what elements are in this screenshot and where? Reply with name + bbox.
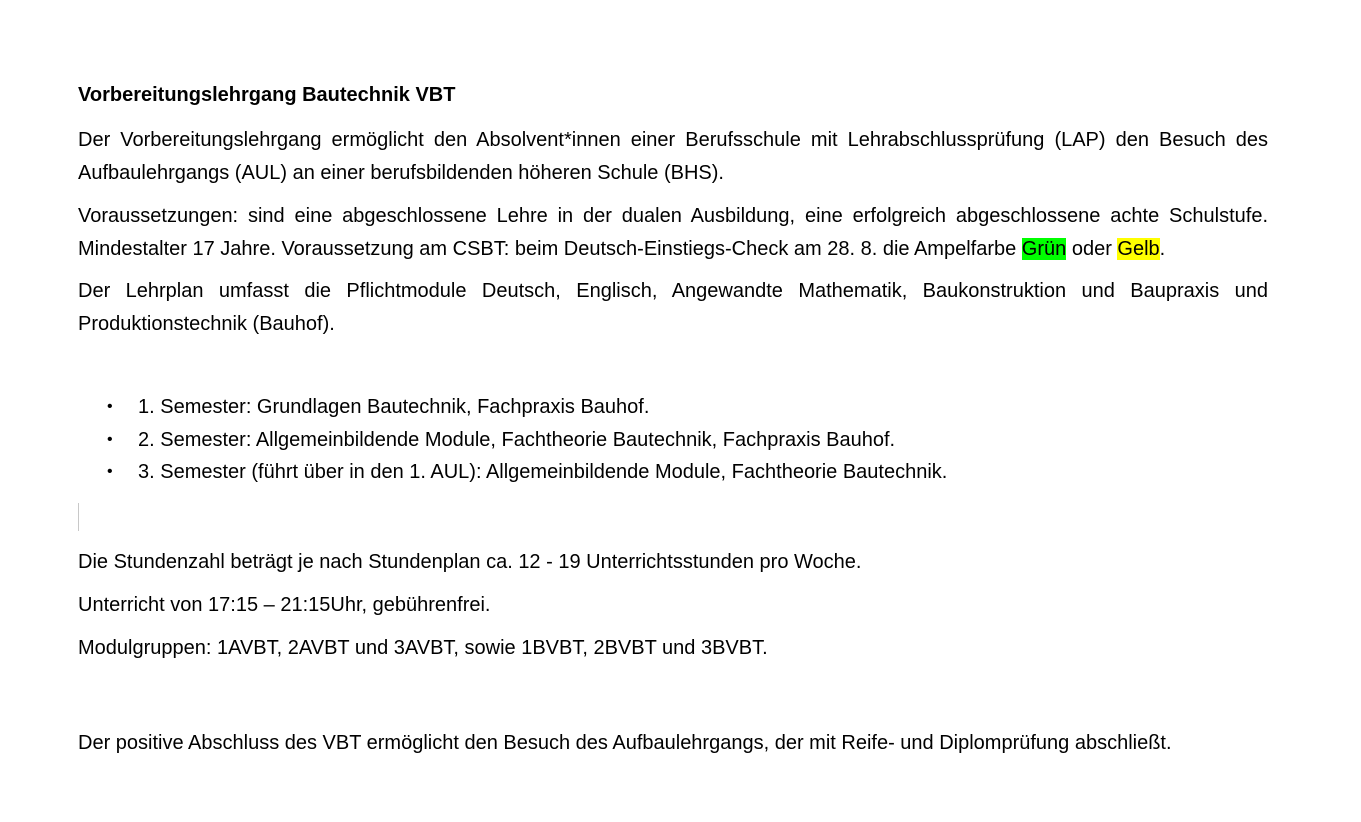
hours-paragraph: Die Stundenzahl beträgt je nach Stundenplan ca. 12 - 19 Unterrichtsstunden pro Woche. [78,550,862,573]
text-cursor[interactable] [78,503,79,531]
conclusion-paragraph: Der positive Abschluss des VBT ermöglicht den Besuch des Aufbaulehrgangs, der mit Reife- und Diplomprüfung abschließt. [78,731,1172,754]
semester-text: 1. Semester: Grundlagen Bautechnik, Fachpraxis Bauhof. [138,396,650,418]
document-title: Vorbereitungslehrgang Bautechnik VBT [78,84,456,106]
semester-text: 3. Semester (führt über in den 1. AUL): Allgemeinbildende Module, Fachtheorie Bautechnik. [138,461,948,483]
requirements-end: . [1159,238,1166,260]
requirements-text: Voraussetzungen: sind eine abgeschlossene Lehre in der dualen Ausbildung, eine erfolgreich abgeschlossene achte Schulstufe. Mindestalter 17 Jahre. Voraussetzung am CSBT: beim Deutsch-Einstiegs-Check am 28. 8. die Ampelfarbe [78,205,1268,260]
groups-paragraph: Modulgruppen: 1AVBT, 2AVBT und 3AVBT, sowie 1BVBT, 2BVBT und 3BVBT. [78,636,768,659]
bullet-icon: • [107,430,113,448]
schedule-paragraph: Unterricht von 17:15 – 21:15Uhr, gebührenfrei. [78,593,491,616]
blank-line [78,675,1268,727]
list-item [78,391,1268,424]
bullet-icon: • [107,398,113,415]
curriculum-paragraph: Der Lehrplan umfasst die Pflichtmodule Deutsch, Englisch, Angewandte Mathematik, Baukonstruktion und Baupraxis und Produktionstechnik (Bauhof). [78,280,1268,335]
highlight-yellow: Gelb [1117,238,1160,260]
semester-text: 2. Semester: Allgemeinbildende Module, Fachtheorie Bautechnik, Fachpraxis Bauhof. [138,428,896,451]
list-item [78,456,1268,489]
list-item [78,424,1268,457]
blank-line [78,351,1268,391]
highlight-green: Grün [1021,238,1067,260]
document-page [78,80,1268,770]
intro-paragraph: Der Vorbereitungslehrgang ermöglicht den Absolvent*innen einer Berufsschule mit Lehrabschlussprüfung (LAP) den Besuch des Aufbaulehrgangs (AUL) an einer berufsbildenden höheren Schule (BHS). [78,129,1268,184]
requirements-connector: oder [1066,238,1118,260]
semester-list [78,391,1268,489]
requirements-paragraph [78,200,1268,266]
bullet-icon: • [107,463,113,480]
